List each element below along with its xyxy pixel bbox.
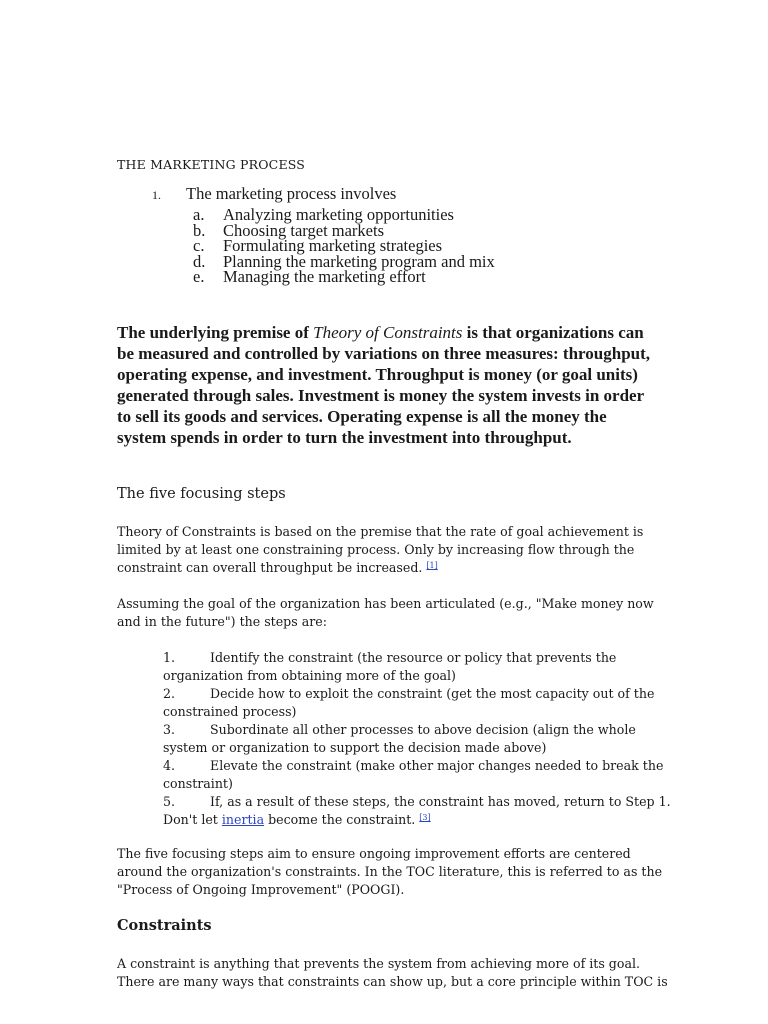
premise-paragraph bbox=[117, 322, 677, 448]
step-text: Decide how to exploit the constraint (get the most capacity out of the bbox=[210, 686, 655, 701]
list-letter: b. bbox=[193, 220, 206, 240]
citation-link[interactable]: [3] bbox=[419, 813, 431, 822]
step-text: Identify the constraint (the resource or policy that prevents the bbox=[210, 650, 617, 665]
paragraph-line: Theory of Constraints is based on the premise that the rate of goal achievement is bbox=[117, 524, 644, 539]
list-item-text: Planning the marketing program and mix bbox=[223, 251, 495, 271]
paragraph-line: The five focusing steps aim to ensure ongoing improvement efforts are centered bbox=[117, 846, 631, 861]
premise-line: generated through sales. Investment is money the system invests in order bbox=[117, 386, 645, 405]
step-text: system or organization to support the decision made above) bbox=[163, 740, 547, 755]
list-letter: c. bbox=[193, 236, 205, 255]
constraints-paragraph bbox=[117, 955, 677, 991]
step-text: If, as a result of these steps, the constraint has moved, return to Step 1. bbox=[210, 794, 671, 809]
inertia-link[interactable]: inertia bbox=[221, 812, 265, 827]
list-letter: d. bbox=[193, 251, 206, 271]
heading-five-focusing-steps: The five focusing steps bbox=[117, 486, 286, 502]
document-title: THE MARKETING PROCESS bbox=[117, 157, 306, 172]
step-text: become the constraint. bbox=[264, 812, 420, 827]
focusing-steps-list bbox=[163, 649, 683, 829]
paragraph-line: and in the future") the steps are: bbox=[117, 614, 327, 629]
numbered-item-text: The marketing process involves bbox=[186, 184, 397, 203]
premise-line: be measured and controlled by variations on three measures: throughput, bbox=[117, 344, 651, 363]
numbered-item bbox=[152, 184, 396, 204]
step-text: Subordinate all other processes to above decision (align the whole bbox=[210, 722, 636, 737]
list-marker: 1. bbox=[152, 188, 161, 202]
premise-line: operating expense, and investment. Throughput is money (or goal units) bbox=[117, 365, 638, 384]
heading-constraints: Constraints bbox=[117, 917, 212, 934]
paragraph-line: "Process of Ongoing Improvement" (POOGI). bbox=[117, 882, 405, 897]
marketing-process-list bbox=[193, 207, 495, 285]
toc-intro-paragraph bbox=[117, 523, 677, 577]
premise-rest: is that organizations can bbox=[462, 323, 644, 342]
premise-lead: The underlying premise of bbox=[117, 323, 314, 342]
list-item-text: Analyzing marketing opportunities bbox=[223, 205, 454, 224]
list-letter: e. bbox=[193, 267, 205, 286]
list-letter: a. bbox=[193, 205, 205, 224]
list-item-text: Choosing target markets bbox=[223, 220, 385, 240]
paragraph-line: constraint can overall throughput be increased. bbox=[117, 560, 427, 575]
step-number: 5. bbox=[163, 794, 176, 809]
step-text: organization from obtaining more of the goal) bbox=[163, 668, 456, 683]
paragraph-line: limited by at least one constraining process. Only by increasing flow through the bbox=[117, 542, 635, 557]
step-text: constrained process) bbox=[163, 704, 297, 719]
poogi-paragraph bbox=[117, 845, 677, 899]
paragraph-line: around the organization's constraints. In the TOC literature, this is referred to as the bbox=[117, 864, 663, 879]
premise-line: to sell its goods and services. Operating expense is all the money the bbox=[117, 407, 607, 426]
goal-paragraph bbox=[117, 595, 677, 631]
paragraph-line: A constraint is anything that prevents the system from achieving more of its goal. bbox=[117, 956, 640, 971]
citation-link[interactable]: [1] bbox=[426, 561, 438, 570]
paragraph-line: Assuming the goal of the organization has been articulated (e.g., "Make money now bbox=[117, 596, 654, 611]
step-text: constraint) bbox=[163, 776, 233, 791]
step-number: 4. bbox=[163, 758, 176, 773]
list-item-text: Formulating marketing strategies bbox=[223, 236, 443, 255]
step-number: 1. bbox=[163, 650, 176, 665]
toc-term: Theory of Constraints bbox=[313, 323, 463, 342]
paragraph-line: There are many ways that constraints can show up, but a core principle within TOC is bbox=[117, 974, 668, 989]
list-item-text: Managing the marketing effort bbox=[223, 267, 426, 286]
premise-line: system spends in order to turn the investment into throughput. bbox=[117, 428, 572, 447]
step-number: 3. bbox=[163, 722, 176, 737]
list-item bbox=[193, 269, 495, 285]
step-text: Don't let bbox=[163, 812, 222, 827]
step-number: 2. bbox=[163, 686, 176, 701]
step-text: Elevate the constraint (make other major changes needed to break the bbox=[210, 758, 664, 773]
